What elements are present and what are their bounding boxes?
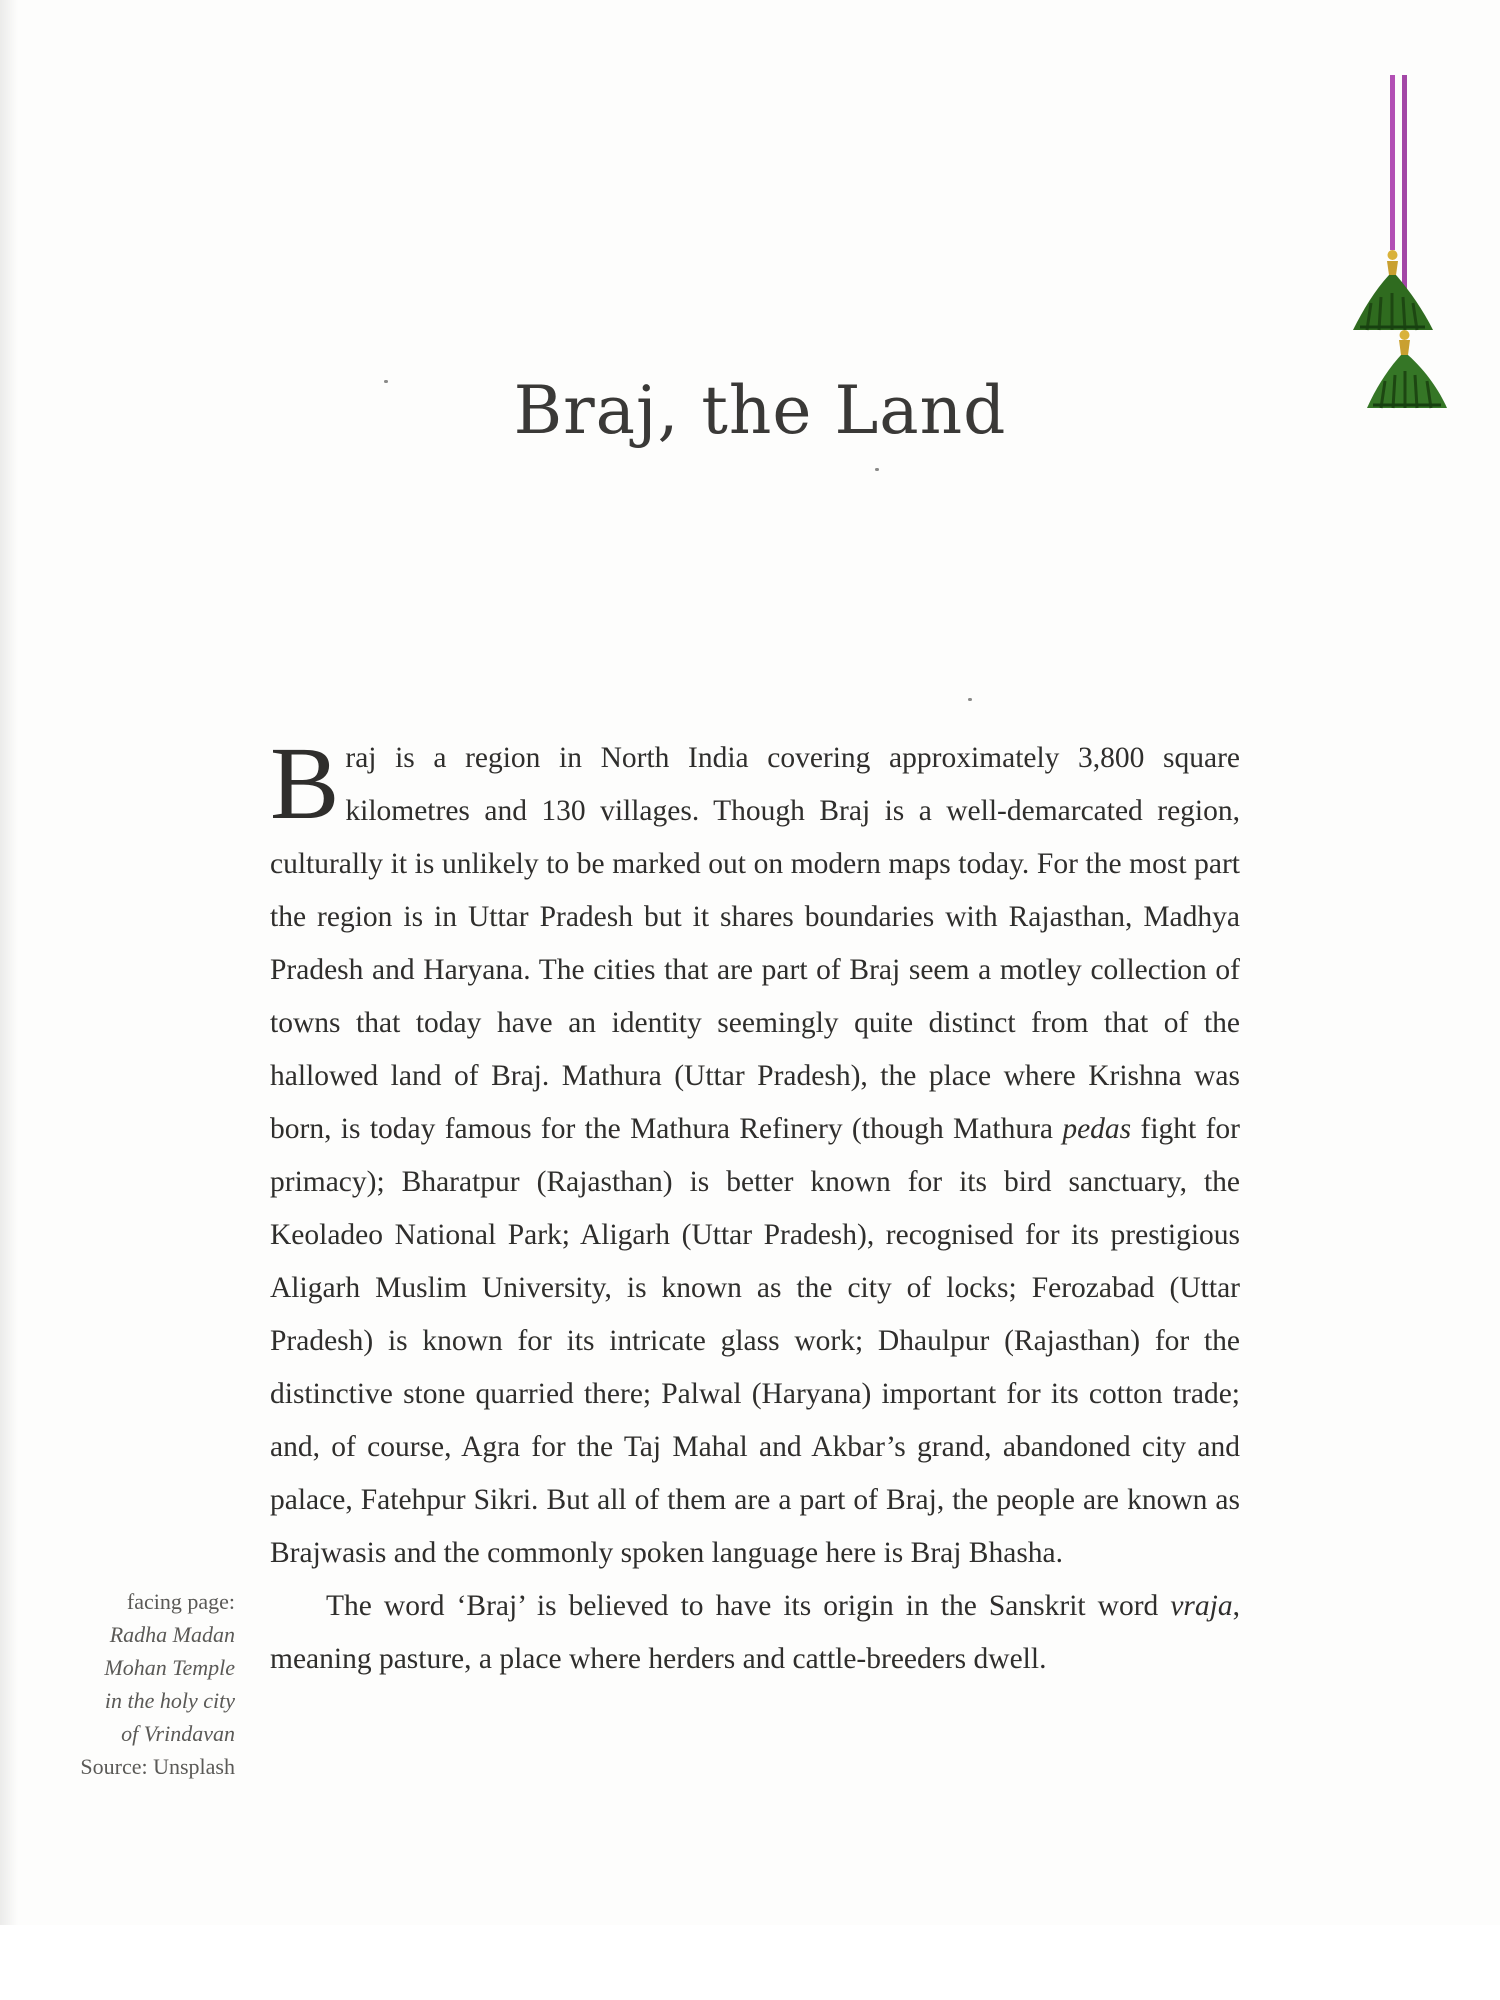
caption-line-4: in the holy city: [104, 1688, 235, 1713]
paper-speck: [875, 468, 879, 471]
caption-line-1: facing page:: [126, 1589, 235, 1614]
paper-speck: [968, 698, 972, 701]
paragraph-1: [270, 726, 1240, 1580]
tassel-icon: [1345, 75, 1455, 420]
paragraph-2-italic-word: vraja: [1170, 1590, 1233, 1622]
body-text: [270, 726, 1240, 1686]
caption-line-3: Mohan Temple: [104, 1655, 235, 1680]
page-bottom-margin: [0, 1925, 1500, 2000]
chapter-title: Braj, the Land: [513, 372, 1007, 449]
paragraph-2-text-b: , meaning pasture, a place where herders and cattle-breeders dwell.: [270, 1590, 1240, 1675]
paragraph-1-text-a: raj is a region in North India covering approximately 3,800 square kilometres and 130 villages. Though Braj is a well-demarcated region, culturally it is unlikely to be marked out on modern maps today. For the most part the region is in Uttar Pradesh but it shares boundaries with Rajasthan, Madhya Pradesh and Haryana. The cities that are part of Braj seem a motley collection of towns that today have an identity seemingly quite distinct from that of the hallowed land of Braj. Mathura (Uttar Pradesh), the place where Krishna was born, is today famous for the Mathura Refinery (though Mathura: [270, 742, 1240, 1145]
paragraph-1-text-b: fight for primacy); Bharatpur (Rajasthan) is better known for its bird sanctuary, the Keoladeo National Park; Aligarh (Uttar Pradesh), recognised for its prestigious Aligarh Muslim University, is known as the city of locks; Ferozabad (Uttar Pradesh) is known for its intricate glass work; Dhaulpur (Rajasthan) for the distinctive stone quarried there; Palwal (Haryana) important for its cotton trade; and, of course, Agra for the Taj Mahal and Akbar’s grand, abandoned city and palace, Fatehpur Sikri. But all of them are a part of Braj, the people are known as Brajwasis and the commonly spoken language here is Braj Bhasha.: [270, 1113, 1240, 1569]
drop-cap: B: [270, 726, 340, 841]
image-caption: [50, 1585, 235, 1783]
caption-line-6: Source: Unsplash: [80, 1754, 235, 1779]
paragraph-1-italic-word: pedas: [1062, 1113, 1132, 1145]
caption-line-5: of Vrindavan: [121, 1721, 235, 1746]
paragraph-2-text-a: The word ‘Braj’ is believed to have its origin in the Sanskrit word: [326, 1590, 1171, 1622]
caption-line-2: Radha Madan: [109, 1622, 235, 1647]
paper-speck: [384, 380, 388, 383]
page-gutter-shadow: [0, 0, 18, 1925]
paragraph-2: [270, 1580, 1240, 1686]
